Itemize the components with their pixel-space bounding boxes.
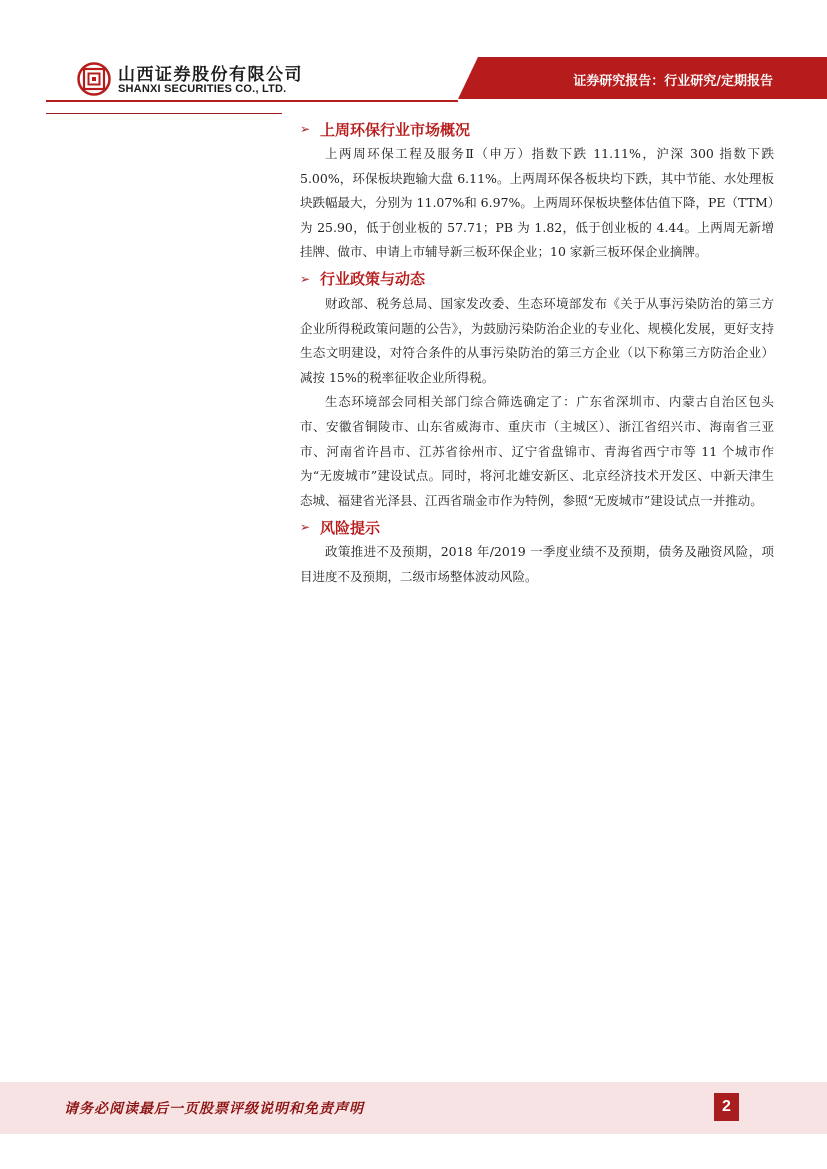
section-heading bbox=[300, 116, 774, 142]
arrow-bullet-icon: ➢ bbox=[300, 271, 311, 286]
section-title: 风险提示 bbox=[320, 518, 381, 537]
policy-news-section bbox=[300, 266, 774, 513]
paragraph: 生态环境部会同相关部门综合筛选确定了：广东省深圳市、内蒙古自治区包头市、安徽省铜陵市、山东省威海市、重庆市（主城区）、浙江省绍兴市、海南省三亚市、河南省许昌市、江苏省徐州市、辽宁省盘锦市、青海省西宁市等 11 个城市作为“无废城市”建设试点。同时，将河北雄安新区、北京经济技术开发区、中新天津生态城、福建省光泽县、江西省瑞金市作为特例，参照“无废城市”建设试点一并推动。 bbox=[300, 394, 774, 508]
section-heading bbox=[300, 514, 774, 540]
company-name-en: SHANXI SECURITIES CO., LTD. bbox=[118, 83, 287, 95]
side-divider bbox=[46, 113, 282, 114]
page-header bbox=[0, 0, 827, 112]
arrow-bullet-icon: ➢ bbox=[300, 122, 311, 136]
report-body bbox=[300, 116, 774, 590]
risk-warning-section bbox=[300, 514, 774, 589]
footer-disclaimer: 请务必阅读最后一页股票评级说明和免责声明 bbox=[64, 1101, 364, 1117]
section-title: 行业政策与动态 bbox=[320, 270, 426, 289]
section-heading bbox=[300, 266, 774, 292]
report-type-label: 证券研究报告：行业研究/定期报告 bbox=[573, 74, 773, 89]
company-name-cn: 山西证券股份有限公司 bbox=[118, 65, 303, 85]
section-title: 上周环保行业市场概况 bbox=[320, 120, 471, 139]
paragraph: 财政部、税务总局、国家发改委、生态环境部发布《关于从事污染防治的第三方企业所得税政策问题的公告》，为鼓励污染防治企业的专业化、规模化发展，更好支持生态文明建设，对符合条件的从事污染防治的第三方企业（以下称第三方防治企业）减按 15%的税率征收企业所得税。 bbox=[300, 295, 774, 385]
arrow-bullet-icon: ➢ bbox=[300, 520, 311, 535]
paragraph: 上两周环保工程及服务Ⅱ（申万）指数下跌 11.11%，沪深 300 指数下跌 5.00%，环保板块跑输大盘 6.11%。上两周环保各板块均下跌，其中节能、水处理板块跌幅最大，分别为 11.07%和 6.97%。上两周环保板块整体估值下降，PE（TTM）为 25.90，低于创业板的 57.71；PB 为 1.82，低于创业板的 4.44。上两周无新增挂牌、做市、申请上市辅导新三板环保企业；10 家新三板环保企业摘牌。 bbox=[300, 146, 774, 260]
shanxi-securities-logo-icon bbox=[77, 62, 111, 96]
market-overview-section bbox=[300, 116, 774, 265]
header-band bbox=[0, 0, 827, 112]
page-number: 2 bbox=[714, 1093, 739, 1121]
paragraph: 政策推进不及预期，2018 年/2019 一季度业绩不及预期，债务及融资风险，项目进度不及预期，二级市场整体波动风险。 bbox=[300, 544, 774, 584]
